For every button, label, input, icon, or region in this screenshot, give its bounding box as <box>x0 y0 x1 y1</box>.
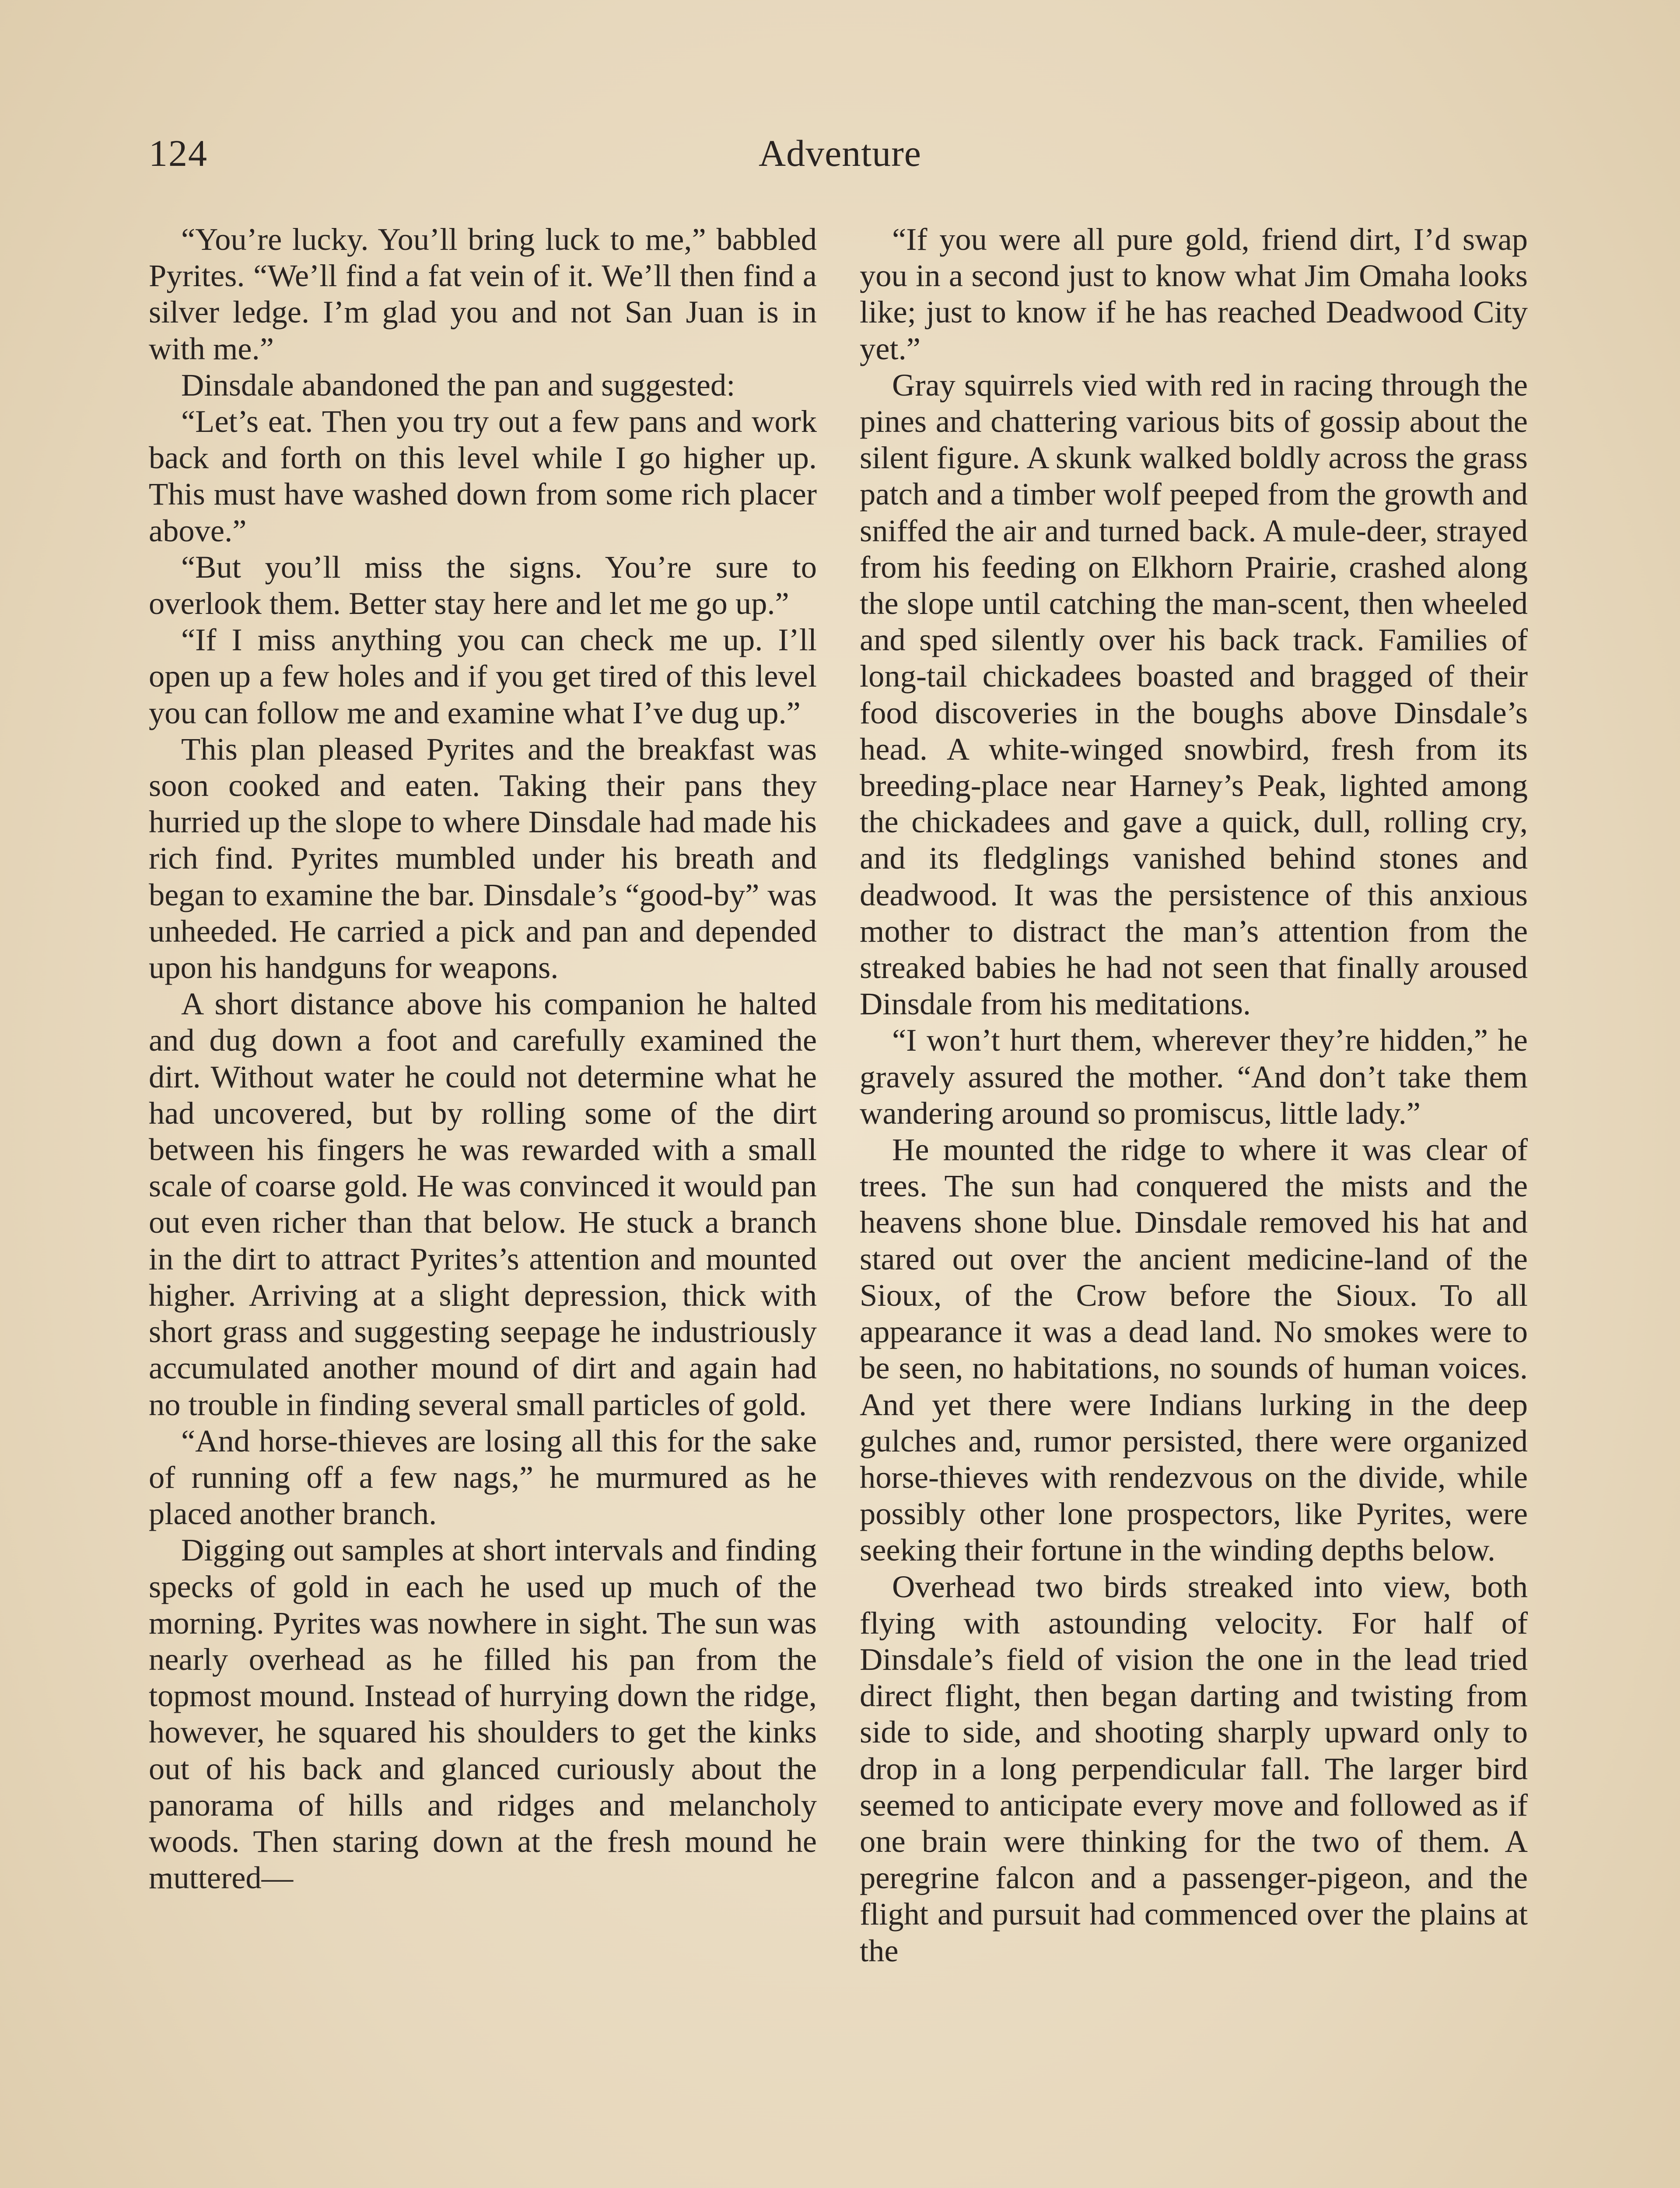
paragraph: “And horse-thieves are losing all this for the sake of running off a few nags,” he murmured as he placed another branch. <box>149 1423 817 1532</box>
paragraph: Gray squirrels vied with red in racing through the pines and chattering various bits of gossip about the silent figure. A skunk walked boldly across the grass patch and a timber wolf peeped from the growth and sniffed the air and turned back. A mule-deer, strayed from his feeding on Elkhorn Prairie, crashed along the slope until catching the man-scent, then wheeled and sped silently over his back track. Families of long-tail chickadees boasted and bragged of their food discoveries in the boughs above Dinsdale’s head. A white-winged snowbird, fresh from its breeding-place near Harney’s Peak, lighted among the chickadees and gave a quick, dull, rolling cry, and its fledglings vanished behind stones and deadwood. It was the persistence of this anxious mother to distract the man’s attention from the streaked babies he had not seen that finally aroused Dinsdale from his meditations. <box>860 367 1528 1022</box>
left-column <box>149 221 817 1896</box>
paragraph: He mounted the ridge to where it was clear of trees. The sun had conquered the mists and the heavens shone blue. Dinsdale removed his hat and stared out over the ancient medicine-land of the Sioux, of the Crow before the Sioux. To all appearance it was a dead land. No smokes were to be seen, no habitations, no sounds of human voices. And yet there were Indians lurking in the deep gulches and, rumor persisted, there were organized horse-thieves with rendezvous on the divide, while possibly other lone prospectors, like Pyrites, were seeking their fortune in the winding depths below. <box>860 1132 1528 1568</box>
right-column <box>860 221 1528 1969</box>
page-number: 124 <box>149 132 208 174</box>
paragraph: “You’re lucky. You’ll bring luck to me,” babbled Pyrites. “We’ll find a fat vein of it. We’ll then find a silver ledge. I’m glad you and not San Juan is in with me.” <box>149 221 817 366</box>
paragraph: “If I miss anything you can check me up. I’ll open up a few holes and if you get tired of this level you can follow me and examine what I’ve dug up.” <box>149 622 817 730</box>
paragraph: “I won’t hurt them, wherever they’re hidden,” he gravely assured the mother. “And don’t take them wandering around so promiscus, little lady.” <box>860 1022 1528 1131</box>
running-head: Adventure <box>759 132 921 174</box>
paragraph: This plan pleased Pyrites and the breakfast was soon cooked and eaten. Taking their pans they hurried up the slope to where Dinsdale had made his rich find. Pyrites mumbled under his breath and began to examine the bar. Dinsdale’s “good-by” was unheeded. He carried a pick and pan and depended upon his handguns for weapons. <box>149 731 817 985</box>
paragraph: Dinsdale abandoned the pan and suggested: <box>181 367 735 403</box>
paragraph: A short distance above his companion he halted and dug down a foot and carefully examined the dirt. Without water he could not determine what he had uncovered, but by rolling some of the dirt between his fingers he was rewarded with a small scale of coarse gold. He was convinced it would pan out even richer than that below. He stuck a branch in the dirt to attract Pyrites’s attention and mounted higher. Arriving at a slight depression, thick with short grass and suggesting seepage he industriously accumulated another mound of dirt and again had no trouble in finding several small particles of gold. <box>149 986 817 1422</box>
paragraph: Digging out samples at short intervals and finding specks of gold in each he used up much of the morning. Pyrites was nowhere in sight. The sun was nearly overhead as he filled his pan from the topmost mound. Instead of hurrying down the ridge, however, he squared his shoulders to get the kinks out of his back and glanced curiously about the panorama of hills and ridges and melancholy woods. Then staring down at the fresh mound he muttered— <box>149 1532 817 1896</box>
paragraph: Overhead two birds streaked into view, both flying with astounding velocity. For half of Dinsdale’s field of vision the one in the lead tried direct flight, then began darting and twisting from side to side, and shooting sharply upward only to drop in a long perpendicular fall. The larger bird seemed to anticipate every move and followed as if one brain were thinking for the two of them. A peregrine falcon and a passenger-pigeon, and the flight and pursuit had commenced over the plains at the <box>860 1568 1528 1968</box>
paragraph: “If you were all pure gold, friend dirt, I’d swap you in a second just to know what Jim Omaha looks like; just to know if he has reached Deadwood City yet.” <box>860 221 1528 366</box>
page-header <box>149 131 1531 179</box>
paragraph: “Let’s eat. Then you try out a few pans and work back and forth on this level while I go higher up. This must have washed down from some rich placer above.” <box>149 403 817 548</box>
paragraph: “But you’ll miss the signs. You’re sure to overlook them. Better stay here and let me go up.” <box>149 549 817 621</box>
